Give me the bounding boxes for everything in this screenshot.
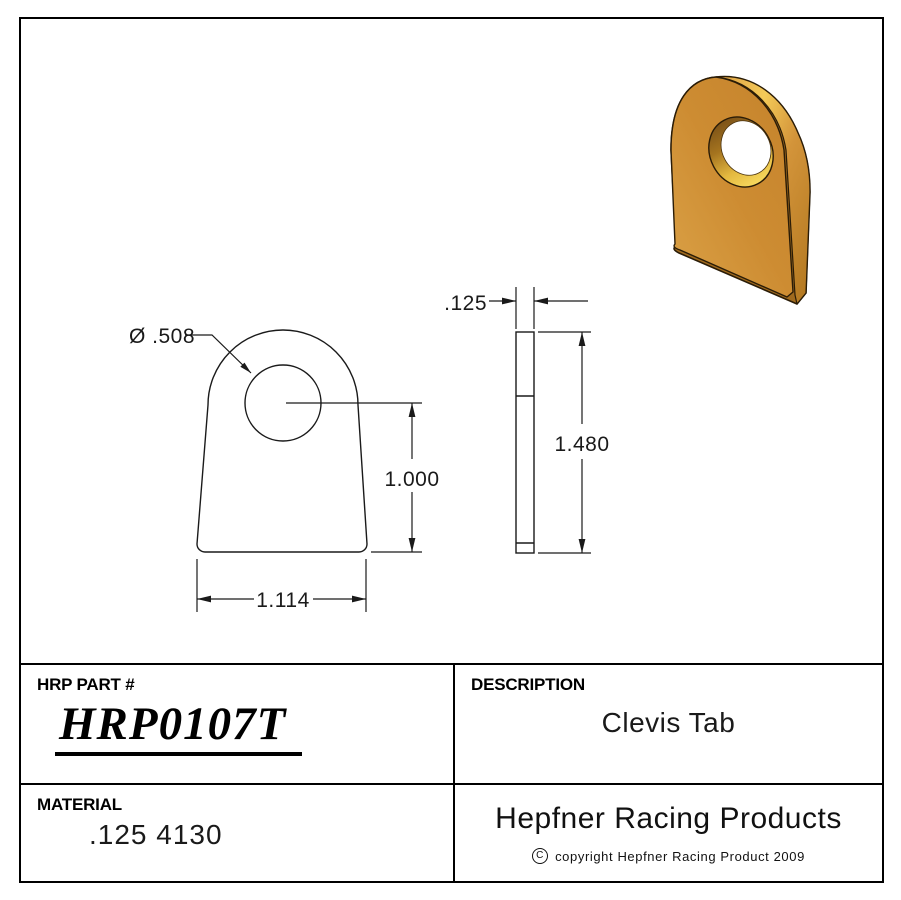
material-value: .125 4130 <box>89 819 223 850</box>
description-value: Clevis Tab <box>601 707 736 738</box>
company-name: Hepfner Racing Products <box>495 802 842 835</box>
overall-height-dim-label: 1.480 <box>554 433 610 456</box>
drawing-border <box>19 17 884 883</box>
material-label: MATERIAL <box>37 795 122 814</box>
part-number-cell <box>21 665 455 785</box>
material-cell <box>21 785 455 881</box>
part-number-value: HRP0107T <box>55 699 302 756</box>
hole-diameter-dim-label: Ø .508 <box>129 325 196 348</box>
company-cell <box>455 785 882 881</box>
thickness-dim-label: .125 <box>444 292 487 315</box>
copyright-line <box>532 848 805 864</box>
base-width-dim-label: 1.114 <box>256 589 310 612</box>
part-number-label: HRP PART # <box>37 675 135 694</box>
description-cell <box>455 665 882 785</box>
title-block <box>21 663 882 881</box>
center-height-dim-label: 1.000 <box>384 468 440 491</box>
description-label: DESCRIPTION <box>471 675 585 694</box>
copyright-text: copyright Hepfner Racing Product 2009 <box>555 848 805 864</box>
copyright-icon: C <box>532 848 548 864</box>
